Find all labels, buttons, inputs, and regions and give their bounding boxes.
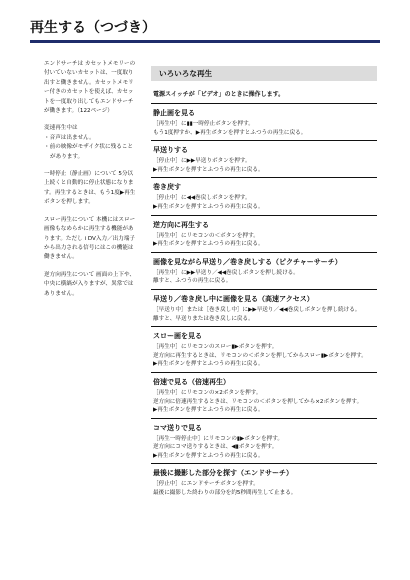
function-line: ▶再生ボタンを押すとふつうの再生に戻る。 (153, 203, 264, 210)
function-line: ［再生中］にリモコンのスロー▮▶ボタンを押す。 (153, 344, 278, 351)
function-body (151, 435, 377, 464)
function-line: ▶再生ボタンを押すとふつうの再生に戻る。 (153, 241, 264, 248)
function-line: ［停止中］にエンドサーチボタンを押す。 (153, 481, 259, 488)
function-body (151, 232, 377, 252)
note-pause: 一時停止（静止画）について 5分以上続くと自動的に停止状態になります。再生するときは、もう1度▶︎再生ボタンを押します。 (44, 171, 136, 206)
function-body (151, 389, 377, 418)
function-line: 逆方向に再生するときは、リモコンの＜ボタンを押してからスロー▮▶ボタンを押す。 (153, 352, 367, 359)
function-title: 巻き戻す (151, 177, 377, 194)
function-line: ［再生中］にリモコンの＜ボタンを押す。 (153, 232, 259, 239)
function-body (151, 269, 377, 289)
function-line: ▶再生ボタンを押すとふつうの再生に戻る。 (153, 452, 264, 459)
function-body (151, 120, 377, 140)
function-body (151, 343, 377, 372)
function-picture-search (151, 252, 377, 289)
function-frame-advance (151, 418, 377, 464)
function-rewind (151, 177, 377, 214)
function-line: ［停止中］に▶▶早送りボタンを押す。 (153, 158, 251, 165)
function-title: 最後に撮影した部分を探す（エンドサーチ） (151, 463, 377, 480)
function-line: ▶再生ボタンを押すとふつうの再生に戻る。 (153, 407, 264, 414)
sidebar-notes (44, 60, 136, 307)
function-line: ［再生中］に▮▮一時停止ボタンを押す。 (153, 121, 254, 127)
function-end-search (151, 463, 377, 500)
function-high-speed-access (151, 289, 377, 326)
function-title: 倍速で見る（倍速再生） (151, 372, 377, 389)
function-line: 離すと、早送りまたは巻き戻しに戻る。 (153, 315, 254, 322)
function-body (151, 194, 377, 214)
function-title: スロー画を見る (151, 326, 377, 343)
function-line: ［再生一時停止中］にリモコンの▮▶ボタンを押す。 (153, 435, 283, 442)
note-variable-speed-item: ・音声は出ません。 (44, 134, 95, 141)
function-line: ［停止中］に◀◀巻戻しボタンを押す。 (153, 195, 251, 202)
function-line: 最後に撮影した終わりの部分を約5秒間再生して止まる。 (153, 490, 297, 497)
intro-text: 電源スイッチが「ビデオ」のときに操作します。 (153, 91, 285, 98)
note-end-search: エンドサーチは カセットメモリーの付いていないカセットは、一度取り出すと働きません。カセットメモリー付きのカセットを使えば、カセットを一度取り出してもエンドサーチが働きます。（122ページ） (44, 61, 136, 115)
function-line: もう1度押すか、▶再生ボタンを押すとふつうの再生に戻る。 (153, 129, 307, 136)
note-slow-playback: スロー再生について 本機にはスロー画像もなめらかに再生する機能があります。ただし i DV入力／出力端子から出力される信号にはこの機能は働きません。 (44, 216, 136, 261)
function-title: 逆方向に再生する (151, 215, 377, 232)
title-rule (30, 40, 380, 43)
note-variable-speed-list (44, 134, 136, 162)
note-variable-speed-title: 変速再生中は (44, 125, 78, 132)
function-body (151, 306, 377, 326)
function-line: 離すと、ふつうの再生に戻る。 (153, 278, 232, 285)
function-title: 静止画を見る (151, 103, 377, 120)
function-title: コマ送りで見る (151, 418, 377, 435)
function-body (151, 157, 377, 177)
note-variable-speed-item: ・前の映像がモザイク状に残ることがあります。 (44, 144, 133, 160)
function-double-speed (151, 372, 377, 418)
function-line: ［再生中］にリモコンの×2ボタンを押す。 (153, 389, 262, 396)
function-title: 画像を見ながら早送り／巻き戻しする（ピクチャーサーチ） (151, 252, 377, 269)
function-line: ［早送り中］または［巻き戻し中］に▶▶早送り／◀◀巻戻しボタンを押し続ける。 (153, 306, 361, 313)
function-line: 逆方向にコマ送りするときは、◀▮ボタンを押す。 (153, 444, 278, 451)
function-slow-play (151, 326, 377, 372)
function-reverse-play (151, 215, 377, 252)
page-title: 再生する（つづき） (30, 20, 156, 36)
function-line: ▶再生ボタンを押すとふつうの再生に戻る。 (153, 166, 264, 173)
function-body (151, 480, 377, 500)
function-title: 早送りする (151, 140, 377, 157)
section-header: いろいろな再生 (151, 66, 377, 81)
function-title: 早送り／巻き戻し中に画像を見る（高速アクセス） (151, 289, 377, 306)
function-line: ▶再生ボタンを押すとふつうの再生に戻る。 (153, 361, 264, 368)
function-still-image (151, 103, 377, 140)
function-line: 逆方向に倍速再生するときは、リモコンの＜ボタンを押してから×2ボタンを押す。 (153, 398, 363, 405)
function-line: ［再生中］に▶▶早送り／◀◀巻戻しボタンを押し続ける。 (153, 269, 299, 276)
note-reverse-playback: 逆方向再生について 画面の上下や、中央に横縞が入りますが、異常ではありません。 (44, 271, 136, 297)
main-content (151, 66, 377, 501)
function-fast-forward (151, 140, 377, 177)
